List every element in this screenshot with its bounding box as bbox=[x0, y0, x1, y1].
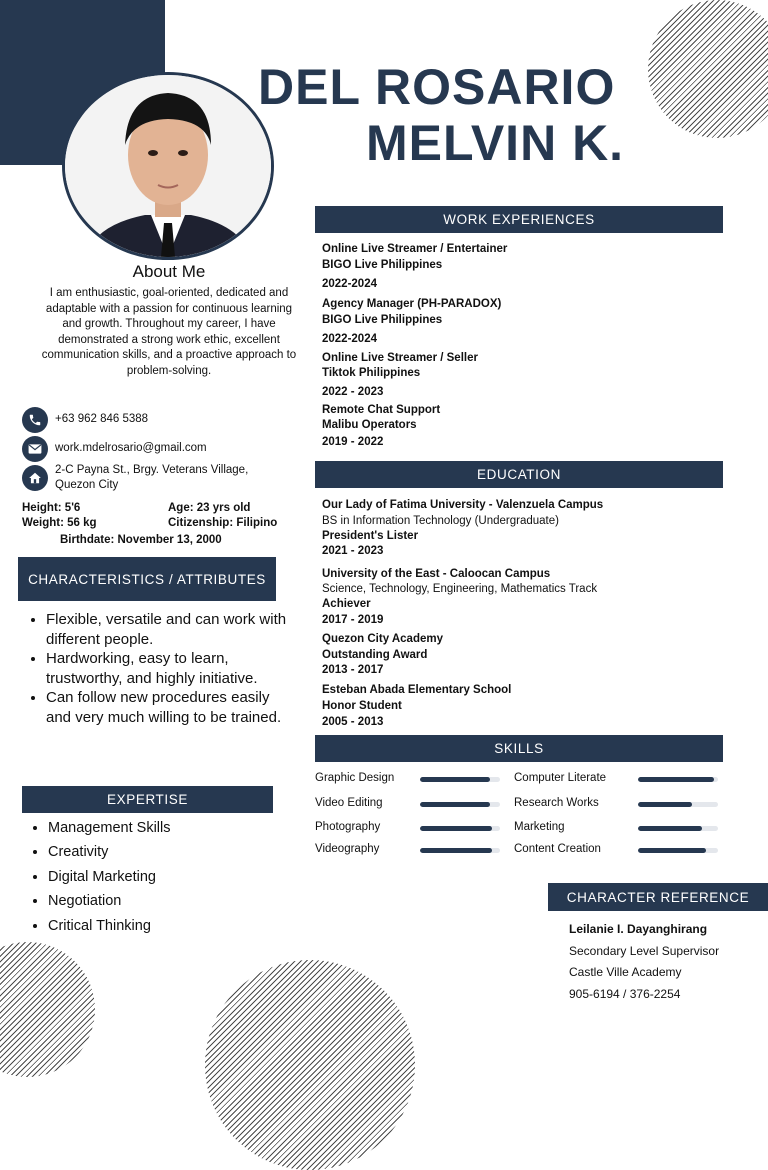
education-honor: Honor Student bbox=[322, 700, 402, 712]
skill-label: Marketing bbox=[514, 821, 565, 833]
skills-header: SKILLS bbox=[315, 735, 723, 762]
list-item: • Management Skills bbox=[48, 816, 288, 840]
work-years: 2022 - 2023 bbox=[322, 386, 384, 398]
hatched-circle-decoration bbox=[205, 960, 415, 1170]
work-years: 2022-2024 bbox=[322, 333, 377, 345]
skill-bar-fill bbox=[638, 848, 706, 853]
work-role: Remote Chat Support bbox=[322, 404, 441, 416]
height-text: Height: 5'6 bbox=[22, 502, 81, 514]
education-years: 2013 - 2017 bbox=[322, 664, 384, 676]
age-text: Age: 23 yrs old bbox=[168, 502, 251, 514]
home-icon bbox=[22, 465, 48, 491]
skill-bar-fill bbox=[420, 777, 490, 782]
list-item: • Can follow new procedures easily and very much willing to be trained. bbox=[46, 688, 296, 727]
education-honor: Achiever bbox=[322, 598, 371, 610]
skill-bar bbox=[638, 848, 718, 853]
skill-bar bbox=[420, 802, 500, 807]
list-item: • Flexible, versatile and can work with different people. bbox=[46, 610, 296, 649]
education-school: Our Lady of Fatima University - Valenzuela Campus bbox=[322, 499, 604, 511]
work-company: BIGO Live Philippines bbox=[322, 259, 443, 271]
education-school: Quezon City Academy bbox=[322, 633, 443, 645]
education-years: 2005 - 2013 bbox=[322, 716, 384, 728]
skill-label: Computer Literate bbox=[514, 772, 607, 784]
skill-bar bbox=[420, 848, 500, 853]
characteristics-list bbox=[22, 610, 296, 728]
work-role: Online Live Streamer / Entertainer bbox=[322, 243, 508, 255]
list-item: • Creativity bbox=[48, 840, 288, 864]
profile-photo bbox=[62, 72, 274, 260]
education-header: EDUCATION bbox=[315, 461, 723, 488]
reference-phone: 905-6194 / 376-2254 bbox=[569, 987, 681, 1001]
education-program: BS in Information Technology (Undergraduate) bbox=[322, 515, 559, 527]
contact-phone: +63 962 846 5388 bbox=[55, 413, 149, 425]
weight-text: Weight: 56 kg bbox=[22, 517, 97, 529]
education-years: 2017 - 2019 bbox=[322, 614, 384, 626]
work-role: Online Live Streamer / Seller bbox=[322, 352, 478, 364]
list-item: • Digital Marketing bbox=[48, 865, 288, 889]
contact-address-line-1: 2-C Payna St., Brgy. Veterans Village, bbox=[55, 464, 249, 476]
birthdate-text: Birthdate: November 13, 2000 bbox=[60, 534, 222, 546]
skill-bar-fill bbox=[638, 826, 702, 831]
expertise-list bbox=[24, 816, 288, 938]
education-years: 2021 - 2023 bbox=[322, 545, 384, 557]
skill-label: Research Works bbox=[514, 797, 599, 809]
skill-label: Photography bbox=[315, 821, 381, 833]
education-school: University of the East - Caloocan Campus bbox=[322, 568, 551, 580]
work-years: 2019 - 2022 bbox=[322, 436, 384, 448]
reference-name: Leilanie I. Dayanghirang bbox=[569, 922, 708, 936]
work-company: Malibu Operators bbox=[322, 419, 417, 431]
skill-bar bbox=[420, 826, 500, 831]
citizenship-text: Citizenship: Filipino bbox=[168, 517, 278, 529]
reference-school: Castle Ville Academy bbox=[569, 965, 682, 979]
list-item: • Critical Thinking bbox=[48, 914, 288, 938]
skill-bar-fill bbox=[638, 777, 714, 782]
education-school: Esteban Abada Elementary School bbox=[322, 684, 512, 696]
name-line-2: MELVIN K. bbox=[366, 115, 625, 171]
education-honor: President's Lister bbox=[322, 530, 419, 542]
list-item: • Hardworking, easy to learn, trustworthy, and highly initiative. bbox=[46, 649, 296, 688]
contact-address-line-2: Quezon City bbox=[55, 479, 119, 491]
skill-bar bbox=[420, 777, 500, 782]
hatched-circle-decoration bbox=[648, 0, 768, 138]
about-text: I am enthusiastic, goal-oriented, dedicated and adaptable with a passion for continuous learning and growth. Throughout my career, I have demonstrated a strong work ethic, excellent communication skills, and a proactive approach to problem-solving. bbox=[41, 287, 297, 377]
skill-bar bbox=[638, 826, 718, 831]
skill-bar bbox=[638, 802, 718, 807]
contact-email: work.mdelrosario@gmail.com bbox=[55, 442, 207, 454]
education-program: Science, Technology, Engineering, Mathematics Track bbox=[322, 583, 598, 595]
list-item: • Negotiation bbox=[48, 889, 288, 913]
skill-bar-fill bbox=[420, 848, 492, 853]
characteristics-header: CHARACTERISTICS / ATTRIBUTES bbox=[18, 557, 276, 601]
work-header: WORK EXPERIENCES bbox=[315, 206, 723, 233]
skill-bar-fill bbox=[638, 802, 692, 807]
skill-label: Graphic Design bbox=[315, 772, 395, 784]
name-line-1: DEL ROSARIO bbox=[258, 59, 616, 115]
phone-icon bbox=[22, 407, 48, 433]
hatched-circle-decoration bbox=[0, 942, 95, 1077]
reference-position: Secondary Level Supervisor bbox=[569, 944, 720, 958]
work-company: Tiktok Philippines bbox=[322, 367, 421, 379]
reference-header: CHARACTER REFERENCE bbox=[548, 883, 768, 911]
skill-label: Content Creation bbox=[514, 843, 601, 855]
skill-bar-fill bbox=[420, 826, 492, 831]
email-icon bbox=[22, 436, 48, 462]
skill-bar bbox=[638, 777, 718, 782]
skill-label: Video Editing bbox=[315, 797, 383, 809]
skill-bar-fill bbox=[420, 802, 490, 807]
skill-label: Videography bbox=[315, 843, 380, 855]
work-company: BIGO Live Philippines bbox=[322, 314, 443, 326]
work-role: Agency Manager (PH-PARADOX) bbox=[322, 298, 502, 310]
work-years: 2022-2024 bbox=[322, 278, 377, 290]
education-honor: Outstanding Award bbox=[322, 649, 428, 661]
expertise-header: EXPERTISE bbox=[22, 786, 273, 813]
about-title: About Me bbox=[132, 262, 206, 281]
